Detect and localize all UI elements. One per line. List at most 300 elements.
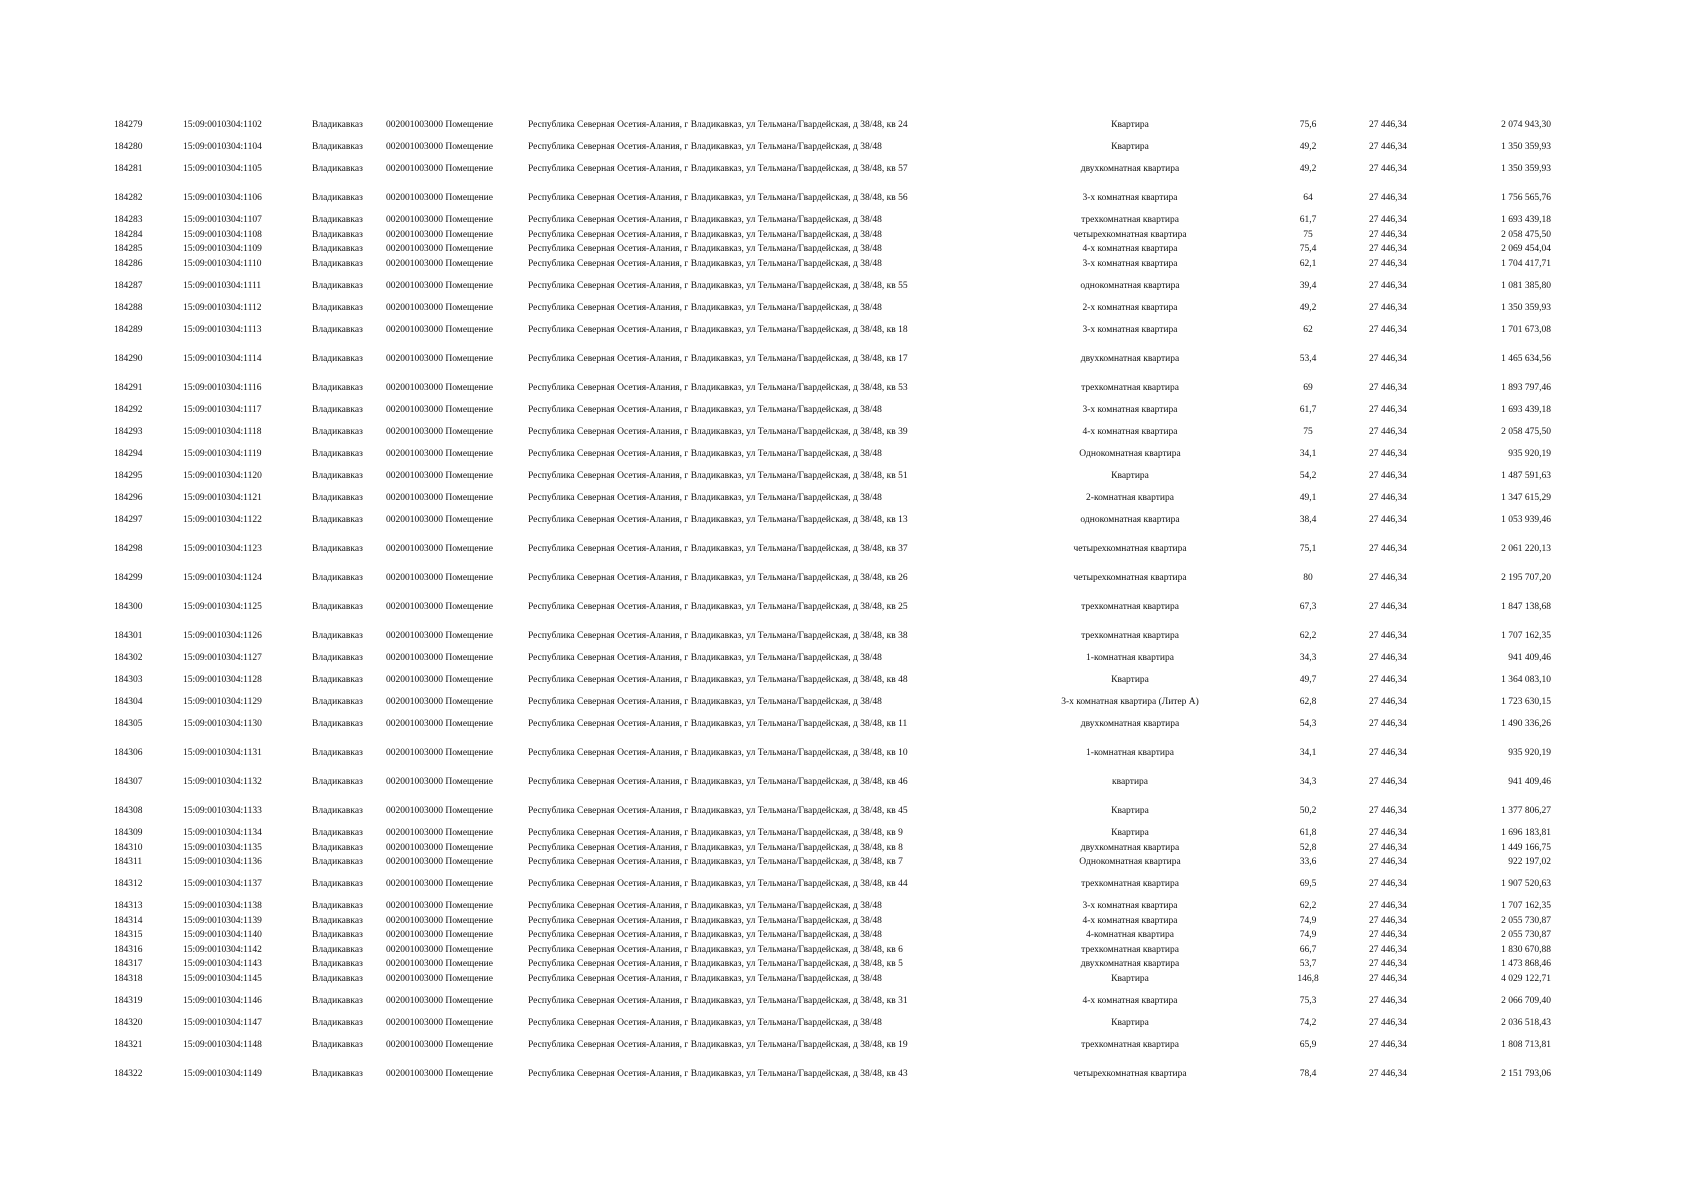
rate-cell: 27 446,34 [1369, 777, 1407, 787]
city-cell: Владикавказ [312, 843, 363, 853]
cadastral-number-cell: 15:09:0010304:1126 [183, 631, 262, 641]
city-cell: Владикавказ [312, 259, 363, 269]
object-code-cell: 002001003000 Помещение [386, 573, 493, 583]
cadastral-number-cell: 15:09:0010304:1143 [183, 959, 262, 969]
row-number-cell: 184282 [114, 193, 143, 203]
object-code-cell: 002001003000 Помещение [386, 215, 493, 225]
cadastral-cost-cell: 941 409,46 [1508, 777, 1551, 787]
object-code-cell: 002001003000 Помещение [386, 901, 493, 911]
cadastral-number-cell: 15:09:0010304:1116 [183, 383, 262, 393]
area-cell: 39,4 [1299, 281, 1317, 291]
object-name-cell: 4-х комнатная квартира [1082, 916, 1178, 926]
cadastral-number-cell: 15:09:0010304:1104 [183, 142, 262, 152]
cadastral-number-cell: 15:09:0010304:1108 [183, 230, 262, 240]
object-code-cell: 002001003000 Помещение [386, 354, 493, 364]
row-number-cell: 184304 [114, 697, 143, 707]
object-name-cell: двухкомнатная квартира [1080, 843, 1180, 853]
object-code-cell: 002001003000 Помещение [386, 828, 493, 838]
cadastral-cost-cell: 2 055 730,87 [1501, 930, 1551, 940]
city-cell: Владикавказ [312, 515, 363, 525]
city-cell: Владикавказ [312, 777, 363, 787]
table-row [0, 571, 1697, 585]
cadastral-cost-cell: 1 693 439,18 [1501, 215, 1551, 225]
cadastral-cost-cell: 1 723 630,15 [1501, 697, 1551, 707]
row-number-cell: 184314 [114, 916, 143, 926]
rate-cell: 27 446,34 [1369, 244, 1407, 254]
cadastral-number-cell: 15:09:0010304:1125 [183, 602, 262, 612]
cadastral-number-cell: 15:09:0010304:1132 [183, 777, 262, 787]
address-cell: Республика Северная Осетия-Алания, г Владикавказ, ул Тельмана/Гвардейская, д 38/48 [528, 653, 882, 663]
object-name-cell: 3-х комнатная квартира [1082, 901, 1178, 911]
address-cell: Республика Северная Осетия-Алания, г Владикавказ, ул Тельмана/Гвардейская, д 38/48 [528, 930, 882, 940]
area-cell: 65,9 [1299, 1040, 1317, 1050]
rate-cell: 27 446,34 [1369, 303, 1407, 313]
rate-cell: 27 446,34 [1369, 828, 1407, 838]
object-code-cell: 002001003000 Помещение [386, 1069, 493, 1079]
rate-cell: 27 446,34 [1369, 748, 1407, 758]
cadastral-cost-cell: 1 756 565,76 [1501, 193, 1551, 203]
table-row [0, 191, 1697, 205]
cadastral-cost-cell: 2 066 709,40 [1501, 996, 1551, 1006]
address-cell: Республика Северная Осетия-Алания, г Владикавказ, ул Тельмана/Гвардейская, д 38/48, кв 46 [528, 777, 908, 787]
area-cell: 74,2 [1299, 1018, 1317, 1028]
object-name-cell: 2-х комнатная квартира [1082, 303, 1178, 313]
city-cell: Владикавказ [312, 120, 363, 130]
row-number-cell: 184316 [114, 945, 143, 955]
cadastral-cost-cell: 1 808 713,81 [1501, 1040, 1551, 1050]
cadastral-cost-cell: 2 151 793,06 [1501, 1069, 1551, 1079]
area-cell: 34,1 [1299, 748, 1317, 758]
cadastral-cost-cell: 1 350 359,93 [1501, 303, 1551, 313]
cadastral-cost-cell: 1 707 162,35 [1501, 901, 1551, 911]
cadastral-cost-cell: 2 055 730,87 [1501, 916, 1551, 926]
object-code-cell: 002001003000 Помещение [386, 383, 493, 393]
object-code-cell: 002001003000 Помещение [386, 193, 493, 203]
table-row [0, 673, 1697, 687]
row-number-cell: 184309 [114, 828, 143, 838]
row-number-cell: 184299 [114, 573, 143, 583]
rate-cell: 27 446,34 [1369, 405, 1407, 415]
row-number-cell: 184295 [114, 471, 143, 481]
object-code-cell: 002001003000 Помещение [386, 777, 493, 787]
address-cell: Республика Северная Осетия-Алания, г Владикавказ, ул Тельмана/Гвардейская, д 38/48 [528, 916, 882, 926]
address-cell: Республика Северная Осетия-Алания, г Владикавказ, ул Тельмана/Гвардейская, д 38/48, кв 56 [528, 193, 908, 203]
object-name-cell: трехкомнатная квартира [1081, 631, 1179, 641]
row-number-cell: 184317 [114, 959, 143, 969]
table-row [0, 972, 1697, 986]
table-row [0, 352, 1697, 366]
object-code-cell: 002001003000 Помещение [386, 244, 493, 254]
city-cell: Владикавказ [312, 631, 363, 641]
row-number-cell: 184319 [114, 996, 143, 1006]
area-cell: 69 [1303, 383, 1313, 393]
row-number-cell: 184281 [114, 164, 143, 174]
city-cell: Владикавказ [312, 244, 363, 254]
address-cell: Республика Северная Осетия-Алания, г Владикавказ, ул Тельмана/Гвардейская, д 38/48 [528, 974, 882, 984]
area-cell: 38,4 [1299, 515, 1317, 525]
area-cell: 67,3 [1299, 602, 1317, 612]
city-cell: Владикавказ [312, 996, 363, 1006]
table-row [0, 804, 1697, 818]
area-cell: 75 [1303, 427, 1313, 437]
object-name-cell: четырехкомнатная квартира [1073, 230, 1187, 240]
object-code-cell: 002001003000 Помещение [386, 602, 493, 612]
rate-cell: 27 446,34 [1369, 215, 1407, 225]
area-cell: 74,9 [1299, 916, 1317, 926]
cadastral-number-cell: 15:09:0010304:1147 [183, 1018, 262, 1028]
cadastral-number-cell: 15:09:0010304:1121 [183, 493, 262, 503]
address-cell: Республика Северная Осетия-Алания, г Владикавказ, ул Тельмана/Гвардейская, д 38/48, кв 8 [528, 843, 903, 853]
row-number-cell: 184294 [114, 449, 143, 459]
table-row [0, 403, 1697, 417]
row-number-cell: 184290 [114, 354, 143, 364]
object-code-cell: 002001003000 Помещение [386, 945, 493, 955]
area-cell: 49,1 [1299, 493, 1317, 503]
rate-cell: 27 446,34 [1369, 602, 1407, 612]
cadastral-number-cell: 15:09:0010304:1107 [183, 215, 262, 225]
cadastral-cost-cell: 1 465 634,56 [1501, 354, 1551, 364]
row-number-cell: 184297 [114, 515, 143, 525]
cadastral-cost-cell: 1 350 359,93 [1501, 142, 1551, 152]
rate-cell: 27 446,34 [1369, 719, 1407, 729]
rate-cell: 27 446,34 [1369, 164, 1407, 174]
city-cell: Владикавказ [312, 719, 363, 729]
rate-cell: 27 446,34 [1369, 843, 1407, 853]
address-cell: Республика Северная Осетия-Алания, г Владикавказ, ул Тельмана/Гвардейская, д 38/48, кв 17 [528, 354, 908, 364]
cadastral-cost-cell: 1 704 417,71 [1501, 259, 1551, 269]
area-cell: 62 [1303, 325, 1313, 335]
row-number-cell: 184288 [114, 303, 143, 313]
rate-cell: 27 446,34 [1369, 1069, 1407, 1079]
table-row [0, 447, 1697, 461]
table-row [0, 491, 1697, 505]
object-name-cell: 3-х комнатная квартира [1082, 259, 1178, 269]
row-number-cell: 184284 [114, 230, 143, 240]
cadastral-number-cell: 15:09:0010304:1148 [183, 1040, 262, 1050]
city-cell: Владикавказ [312, 573, 363, 583]
rate-cell: 27 446,34 [1369, 230, 1407, 240]
object-name-cell: четырехкомнатная квартира [1073, 1069, 1187, 1079]
address-cell: Республика Северная Осетия-Алания, г Владикавказ, ул Тельмана/Гвардейская, д 38/48, кв 26 [528, 573, 908, 583]
cadastral-number-cell: 15:09:0010304:1123 [183, 544, 262, 554]
object-name-cell: Квартира [1111, 828, 1149, 838]
row-number-cell: 184285 [114, 244, 143, 254]
object-name-cell: Квартира [1111, 142, 1149, 152]
row-number-cell: 184307 [114, 777, 143, 787]
cadastral-cost-cell: 1 830 670,88 [1501, 945, 1551, 955]
cadastral-number-cell: 15:09:0010304:1117 [183, 405, 262, 415]
cadastral-number-cell: 15:09:0010304:1109 [183, 244, 262, 254]
area-cell: 64 [1303, 193, 1313, 203]
row-number-cell: 184318 [114, 974, 143, 984]
cadastral-number-cell: 15:09:0010304:1102 [183, 120, 262, 130]
row-number-cell: 184293 [114, 427, 143, 437]
object-name-cell: 3-х комнатная квартира (Литер А) [1061, 697, 1199, 707]
city-cell: Владикавказ [312, 215, 363, 225]
object-code-cell: 002001003000 Помещение [386, 120, 493, 130]
rate-cell: 27 446,34 [1369, 675, 1407, 685]
object-name-cell: четырехкомнатная квартира [1073, 573, 1187, 583]
cadastral-number-cell: 15:09:0010304:1124 [183, 573, 262, 583]
cadastral-number-cell: 15:09:0010304:1146 [183, 996, 262, 1006]
address-cell: Республика Северная Осетия-Алания, г Владикавказ, ул Тельмана/Гвардейская, д 38/48, кв 9 [528, 828, 903, 838]
object-name-cell: трехкомнатная квартира [1081, 383, 1179, 393]
cadastral-cost-cell: 2 195 707,20 [1501, 573, 1551, 583]
object-code-cell: 002001003000 Помещение [386, 879, 493, 889]
object-name-cell: 1-комнатная квартира [1086, 748, 1174, 758]
city-cell: Владикавказ [312, 879, 363, 889]
table-row [0, 301, 1697, 315]
rate-cell: 27 446,34 [1369, 974, 1407, 984]
object-code-cell: 002001003000 Помещение [386, 427, 493, 437]
table-row [0, 323, 1697, 337]
row-number-cell: 184291 [114, 383, 143, 393]
city-cell: Владикавказ [312, 471, 363, 481]
address-cell: Республика Северная Осетия-Алания, г Владикавказ, ул Тельмана/Гвардейская, д 38/48, кв 11 [528, 719, 908, 729]
table-row [0, 600, 1697, 614]
area-cell: 75,1 [1299, 544, 1317, 554]
cadastral-number-cell: 15:09:0010304:1127 [183, 653, 262, 663]
object-name-cell: однокомнатная квартира [1080, 281, 1180, 291]
object-code-cell: 002001003000 Помещение [386, 996, 493, 1006]
cadastral-number-cell: 15:09:0010304:1138 [183, 901, 262, 911]
cadastral-cost-cell: 1 377 806,27 [1501, 806, 1551, 816]
rate-cell: 27 446,34 [1369, 806, 1407, 816]
rate-cell: 27 446,34 [1369, 259, 1407, 269]
address-cell: Республика Северная Осетия-Алания, г Владикавказ, ул Тельмана/Гвардейская, д 38/48, кв 37 [528, 544, 908, 554]
row-number-cell: 184287 [114, 281, 143, 291]
rate-cell: 27 446,34 [1369, 1040, 1407, 1050]
cadastral-number-cell: 15:09:0010304:1112 [183, 303, 262, 313]
object-name-cell: Однокомнатная квартира [1079, 449, 1181, 459]
table-row [0, 651, 1697, 665]
cadastral-cost-cell: 2 069 454,04 [1501, 244, 1551, 254]
rate-cell: 27 446,34 [1369, 471, 1407, 481]
table-row [0, 717, 1697, 731]
cadastral-cost-cell: 1 350 359,93 [1501, 164, 1551, 174]
table-row [0, 425, 1697, 439]
table-row [0, 213, 1697, 227]
row-number-cell: 184292 [114, 405, 143, 415]
city-cell: Владикавказ [312, 493, 363, 503]
area-cell: 62,8 [1299, 697, 1317, 707]
rate-cell: 27 446,34 [1369, 697, 1407, 707]
address-cell: Республика Северная Осетия-Алания, г Владикавказ, ул Тельмана/Гвардейская, д 38/48, кв 38 [528, 631, 908, 641]
cadastral-number-cell: 15:09:0010304:1137 [183, 879, 262, 889]
cadastral-cost-cell: 935 920,19 [1508, 748, 1551, 758]
cadastral-cost-cell: 2 074 943,30 [1501, 120, 1551, 130]
object-code-cell: 002001003000 Помещение [386, 806, 493, 816]
address-cell: Республика Северная Осетия-Алания, г Владикавказ, ул Тельмана/Гвардейская, д 38/48, кв 55 [528, 281, 908, 291]
table-row [0, 242, 1697, 256]
row-number-cell: 184283 [114, 215, 143, 225]
area-cell: 62,1 [1299, 259, 1317, 269]
area-cell: 49,2 [1299, 142, 1317, 152]
object-code-cell: 002001003000 Помещение [386, 303, 493, 313]
table-row [0, 228, 1697, 242]
object-code-cell: 002001003000 Помещение [386, 471, 493, 481]
object-name-cell: трехкомнатная квартира [1081, 879, 1179, 889]
cadastral-number-cell: 15:09:0010304:1113 [183, 325, 262, 335]
address-cell: Республика Северная Осетия-Алания, г Владикавказ, ул Тельмана/Гвардейская, д 38/48, кв 7 [528, 857, 903, 867]
rate-cell: 27 446,34 [1369, 879, 1407, 889]
address-cell: Республика Северная Осетия-Алания, г Владикавказ, ул Тельмана/Гвардейская, д 38/48, кв 25 [528, 602, 908, 612]
area-cell: 75,6 [1299, 120, 1317, 130]
rate-cell: 27 446,34 [1369, 427, 1407, 437]
table-row [0, 140, 1697, 154]
cadastral-number-cell: 15:09:0010304:1129 [183, 697, 262, 707]
rate-cell: 27 446,34 [1369, 383, 1407, 393]
cadastral-cost-cell: 1 449 166,75 [1501, 843, 1551, 853]
area-cell: 75,3 [1299, 996, 1317, 1006]
cadastral-cost-cell: 1 364 083,10 [1501, 675, 1551, 685]
object-name-cell: двухкомнатная квартира [1080, 959, 1180, 969]
object-code-cell: 002001003000 Помещение [386, 164, 493, 174]
object-name-cell: трехкомнатная квартира [1081, 1040, 1179, 1050]
object-name-cell: трехкомнатная квартира [1081, 602, 1179, 612]
object-code-cell: 002001003000 Помещение [386, 916, 493, 926]
address-cell: Республика Северная Осетия-Алания, г Владикавказ, ул Тельмана/Гвардейская, д 38/48 [528, 449, 882, 459]
table-row [0, 118, 1697, 132]
object-code-cell: 002001003000 Помещение [386, 974, 493, 984]
address-cell: Республика Северная Осетия-Алания, г Владикавказ, ул Тельмана/Гвардейская, д 38/48, кв 43 [528, 1069, 908, 1079]
object-name-cell: Квартира [1111, 120, 1149, 130]
city-cell: Владикавказ [312, 303, 363, 313]
object-code-cell: 002001003000 Помещение [386, 325, 493, 335]
cadastral-cost-cell: 1 473 868,46 [1501, 959, 1551, 969]
address-cell: Республика Северная Осетия-Алания, г Владикавказ, ул Тельмана/Гвардейская, д 38/48, кв 48 [528, 675, 908, 685]
cadastral-cost-cell: 1 487 591,63 [1501, 471, 1551, 481]
area-cell: 52,8 [1299, 843, 1317, 853]
row-number-cell: 184306 [114, 748, 143, 758]
address-cell: Республика Северная Осетия-Алания, г Владикавказ, ул Тельмана/Гвардейская, д 38/48, кв 57 [528, 164, 908, 174]
object-name-cell: Квартира [1111, 1018, 1149, 1028]
city-cell: Владикавказ [312, 945, 363, 955]
cadastral-number-cell: 15:09:0010304:1142 [183, 945, 262, 955]
area-cell: 146,8 [1297, 974, 1319, 984]
cadastral-number-cell: 15:09:0010304:1149 [183, 1069, 262, 1079]
area-cell: 61,7 [1299, 215, 1317, 225]
row-number-cell: 184322 [114, 1069, 143, 1079]
object-code-cell: 002001003000 Помещение [386, 675, 493, 685]
table-row [0, 629, 1697, 643]
object-code-cell: 002001003000 Помещение [386, 142, 493, 152]
rate-cell: 27 446,34 [1369, 945, 1407, 955]
address-cell: Республика Северная Осетия-Алания, г Владикавказ, ул Тельмана/Гвардейская, д 38/48 [528, 215, 882, 225]
table-row [0, 994, 1697, 1008]
address-cell: Республика Северная Осетия-Алания, г Владикавказ, ул Тельмана/Гвардейская, д 38/48, кв 5 [528, 959, 903, 969]
row-number-cell: 184305 [114, 719, 143, 729]
object-code-cell: 002001003000 Помещение [386, 857, 493, 867]
row-number-cell: 184289 [114, 325, 143, 335]
table-row [0, 877, 1697, 891]
object-name-cell: 3-х комнатная квартира [1082, 405, 1178, 415]
rate-cell: 27 446,34 [1369, 573, 1407, 583]
object-name-cell: 1-комнатная квартира [1086, 653, 1174, 663]
address-cell: Республика Северная Осетия-Алания, г Владикавказ, ул Тельмана/Гвардейская, д 38/48, кв 6 [528, 945, 903, 955]
city-cell: Владикавказ [312, 405, 363, 415]
cadastral-cost-cell: 922 197,02 [1508, 857, 1551, 867]
object-name-cell: трехкомнатная квартира [1081, 215, 1179, 225]
address-cell: Республика Северная Осетия-Алания, г Владикавказ, ул Тельмана/Гвардейская, д 38/48, кв 44 [528, 879, 908, 889]
cadastral-cost-cell: 1 907 520,63 [1501, 879, 1551, 889]
cadastral-cost-cell: 1 347 615,29 [1501, 493, 1551, 503]
cadastral-cost-cell: 2 058 475,50 [1501, 427, 1551, 437]
area-cell: 34,3 [1299, 777, 1317, 787]
object-code-cell: 002001003000 Помещение [386, 493, 493, 503]
area-cell: 69,5 [1299, 879, 1317, 889]
address-cell: Республика Северная Осетия-Алания, г Владикавказ, ул Тельмана/Гвардейская, д 38/48 [528, 1018, 882, 1028]
area-cell: 66,7 [1299, 945, 1317, 955]
row-number-cell: 184302 [114, 653, 143, 663]
address-cell: Республика Северная Осетия-Алания, г Владикавказ, ул Тельмана/Гвардейская, д 38/48 [528, 259, 882, 269]
rate-cell: 27 446,34 [1369, 515, 1407, 525]
cadastral-number-cell: 15:09:0010304:1120 [183, 471, 262, 481]
area-cell: 50,2 [1299, 806, 1317, 816]
rate-cell: 27 446,34 [1369, 493, 1407, 503]
cadastral-number-cell: 15:09:0010304:1136 [183, 857, 262, 867]
cadastral-number-cell: 15:09:0010304:1119 [183, 449, 262, 459]
rate-cell: 27 446,34 [1369, 653, 1407, 663]
row-number-cell: 184296 [114, 493, 143, 503]
row-number-cell: 184312 [114, 879, 143, 889]
cadastral-number-cell: 15:09:0010304:1114 [183, 354, 262, 364]
rate-cell: 27 446,34 [1369, 120, 1407, 130]
object-code-cell: 002001003000 Помещение [386, 281, 493, 291]
area-cell: 54,3 [1299, 719, 1317, 729]
city-cell: Владикавказ [312, 653, 363, 663]
table-row [0, 695, 1697, 709]
area-cell: 80 [1303, 573, 1313, 583]
address-cell: Республика Северная Осетия-Алания, г Владикавказ, ул Тельмана/Гвардейская, д 38/48, кв 10 [528, 748, 908, 758]
area-cell: 74,9 [1299, 930, 1317, 940]
area-cell: 49,2 [1299, 303, 1317, 313]
area-cell: 78,4 [1299, 1069, 1317, 1079]
address-cell: Республика Северная Осетия-Алания, г Владикавказ, ул Тельмана/Гвардейская, д 38/48 [528, 697, 882, 707]
row-number-cell: 184286 [114, 259, 143, 269]
city-cell: Владикавказ [312, 748, 363, 758]
cadastral-cost-cell: 2 061 220,13 [1501, 544, 1551, 554]
table-row [0, 381, 1697, 395]
row-number-cell: 184308 [114, 806, 143, 816]
object-code-cell: 002001003000 Помещение [386, 697, 493, 707]
cadastral-number-cell: 15:09:0010304:1130 [183, 719, 262, 729]
cadastral-cost-cell: 1 053 939,46 [1501, 515, 1551, 525]
city-cell: Владикавказ [312, 806, 363, 816]
area-cell: 62,2 [1299, 901, 1317, 911]
table-row [0, 775, 1697, 789]
row-number-cell: 184315 [114, 930, 143, 940]
city-cell: Владикавказ [312, 449, 363, 459]
object-name-cell: 3-х комнатная квартира [1082, 193, 1178, 203]
table-row [0, 1067, 1697, 1081]
city-cell: Владикавказ [312, 193, 363, 203]
table-row [0, 914, 1697, 928]
object-name-cell: 3-х комнатная квартира [1082, 325, 1178, 335]
address-cell: Республика Северная Осетия-Алания, г Владикавказ, ул Тельмана/Гвардейская, д 38/48, кв 18 [528, 325, 908, 335]
area-cell: 34,3 [1299, 653, 1317, 663]
rate-cell: 27 446,34 [1369, 1018, 1407, 1028]
area-cell: 33,6 [1299, 857, 1317, 867]
city-cell: Владикавказ [312, 281, 363, 291]
row-number-cell: 184311 [114, 857, 143, 867]
object-code-cell: 002001003000 Помещение [386, 1040, 493, 1050]
object-code-cell: 002001003000 Помещение [386, 719, 493, 729]
cadastral-cost-cell: 4 029 122,71 [1501, 974, 1551, 984]
row-number-cell: 184301 [114, 631, 143, 641]
city-cell: Владикавказ [312, 164, 363, 174]
object-name-cell: Квартира [1111, 471, 1149, 481]
